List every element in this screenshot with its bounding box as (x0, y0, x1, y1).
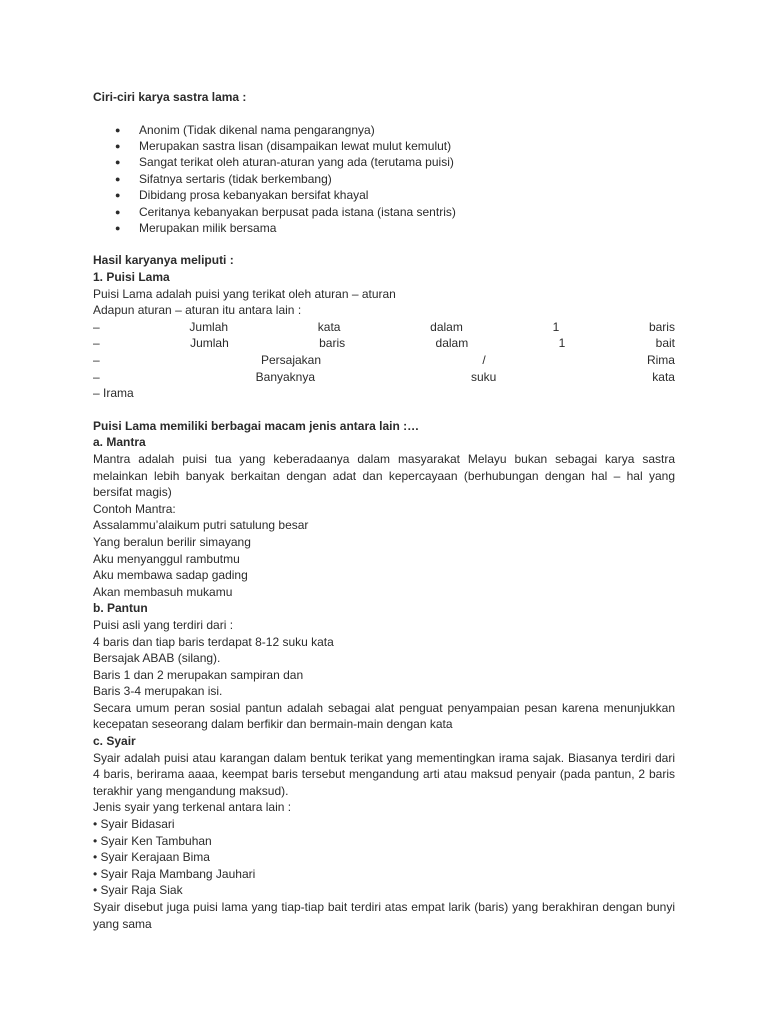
puisi-lama-heading: 1. Puisi Lama (93, 270, 170, 285)
syair-list-item: • Syair Raja Siak (93, 883, 183, 898)
list-item: ● Sangat terikat oleh aturan-aturan yang ada (terutama puisi) (115, 155, 454, 170)
puisi-lama-definition: Puisi Lama adalah puisi yang terikat oleh aturan – aturan (93, 286, 396, 301)
syair-list-item: • Syair Bidasari (93, 817, 175, 832)
rule-row: – Jumlah baris dalam 1 bait (93, 336, 675, 351)
mantra-description: Mantra adalah puisi tua yang keberadaanya dalam masyarakat Melayu bukan sebagai karya sastra melainkan lebih banyak berkaitan dengan adat dan kepercayaan (berhubungan dengan hal – hal yang bersifat magis) (93, 451, 675, 500)
document-page (93, 89, 675, 932)
pantun-line: 4 baris dan tiap baris terdapat 8-12 suku kata (93, 634, 334, 649)
pantun-heading: b. Pantun (93, 601, 148, 616)
list-item: ● Merupakan sastra lisan (disampaikan lewat mulut kemulut) (115, 139, 452, 153)
jenis-heading: Puisi Lama memiliki berbagai macam jenis antara lain :… (93, 418, 420, 433)
pantun-line: Baris 3-4 merupakan isi. (93, 684, 223, 699)
list-item: ● Anonim (Tidak dikenal nama pengarangnya) (115, 122, 375, 137)
pantun-description: Secara umum peran sosial pantun adalah sebagai alat penguat penyampaian pesan karena menunjukkan kecepatan seseorang dalam berfikir dan bermain-main dengan kata (93, 700, 675, 732)
rule-row: – Jumlah kata dalam 1 baris (93, 319, 675, 334)
list-item: ● Sifatnya sertaris (tidak berkembang) (115, 171, 332, 186)
list-item: ● Merupakan milik bersama (115, 221, 277, 236)
mantra-line: Aku membawa sadap gading (93, 568, 248, 583)
pantun-line: Bersajak ABAB (silang). (93, 651, 221, 666)
mantra-heading: a. Mantra (93, 435, 146, 450)
syair-heading: c. Syair (93, 734, 136, 749)
syair-closing: Syair disebut juga puisi lama yang tiap-tiap bait terdiri atas empat larik (baris) yang berakhiran dengan bunyi yang sama (93, 900, 675, 931)
bullet-icon: ● (115, 206, 121, 217)
syair-types-label: Jenis syair yang terkenal antara lain : (93, 800, 292, 815)
list-item: ● Ceritanya kebanyakan berpusat pada istana (istana sentris) (115, 204, 456, 219)
aturan-intro: Adapun aturan – aturan itu antara lain : (93, 303, 302, 318)
characteristics-list (93, 122, 675, 237)
section-heading-ciri-ciri: Ciri-ciri karya sastra lama : (93, 90, 247, 104)
bullet-icon: ● (115, 190, 121, 201)
mantra-line: Aku menyanggul rambutmu (93, 551, 240, 566)
bullet-icon: ● (115, 141, 121, 151)
bullet-icon: ● (115, 124, 121, 135)
list-item: ● Dibidang prosa kebanyakan bersifat khayal (115, 188, 369, 203)
pantun-line: Baris 1 dan 2 merupakan sampiran dan (93, 667, 304, 682)
rule-row: – Persajakan / Rima (93, 353, 675, 367)
mantra-line: Yang beralun berilir simayang (93, 534, 251, 549)
syair-description: Syair adalah puisi atau karangan dalam bentuk terikat yang mementingkan irama sajak. Biasanya terdiri dari 4 baris, berirama aaaa, keempat baris tersebut mengandung arti atau maksud penyair (pada pantun, 2 baris terakhir yang mengandung maksud). (93, 750, 675, 798)
pantun-line: Puisi asli yang terdiri dari : (93, 617, 234, 632)
syair-list-item: • Syair Raja Mambang Jauhari (93, 866, 256, 881)
syair-list-item: • Syair Kerajaan Bima (93, 850, 210, 865)
bullet-icon: ● (115, 157, 121, 168)
mantra-line: Assalammu’alaikum putri satulung besar (93, 518, 309, 533)
bullet-icon: ● (115, 173, 121, 184)
rule-row-irama: – Irama (93, 386, 134, 401)
rule-row: – Banyaknya suku kata (93, 369, 675, 384)
syair-list-item: • Syair Ken Tambuhan (93, 833, 212, 848)
hasil-karya-heading: Hasil karyanya meliputi : (93, 253, 234, 268)
bullet-icon: ● (115, 223, 121, 234)
mantra-line: Akan membasuh mukamu (93, 584, 233, 599)
mantra-example-label: Contoh Mantra: (93, 501, 176, 516)
